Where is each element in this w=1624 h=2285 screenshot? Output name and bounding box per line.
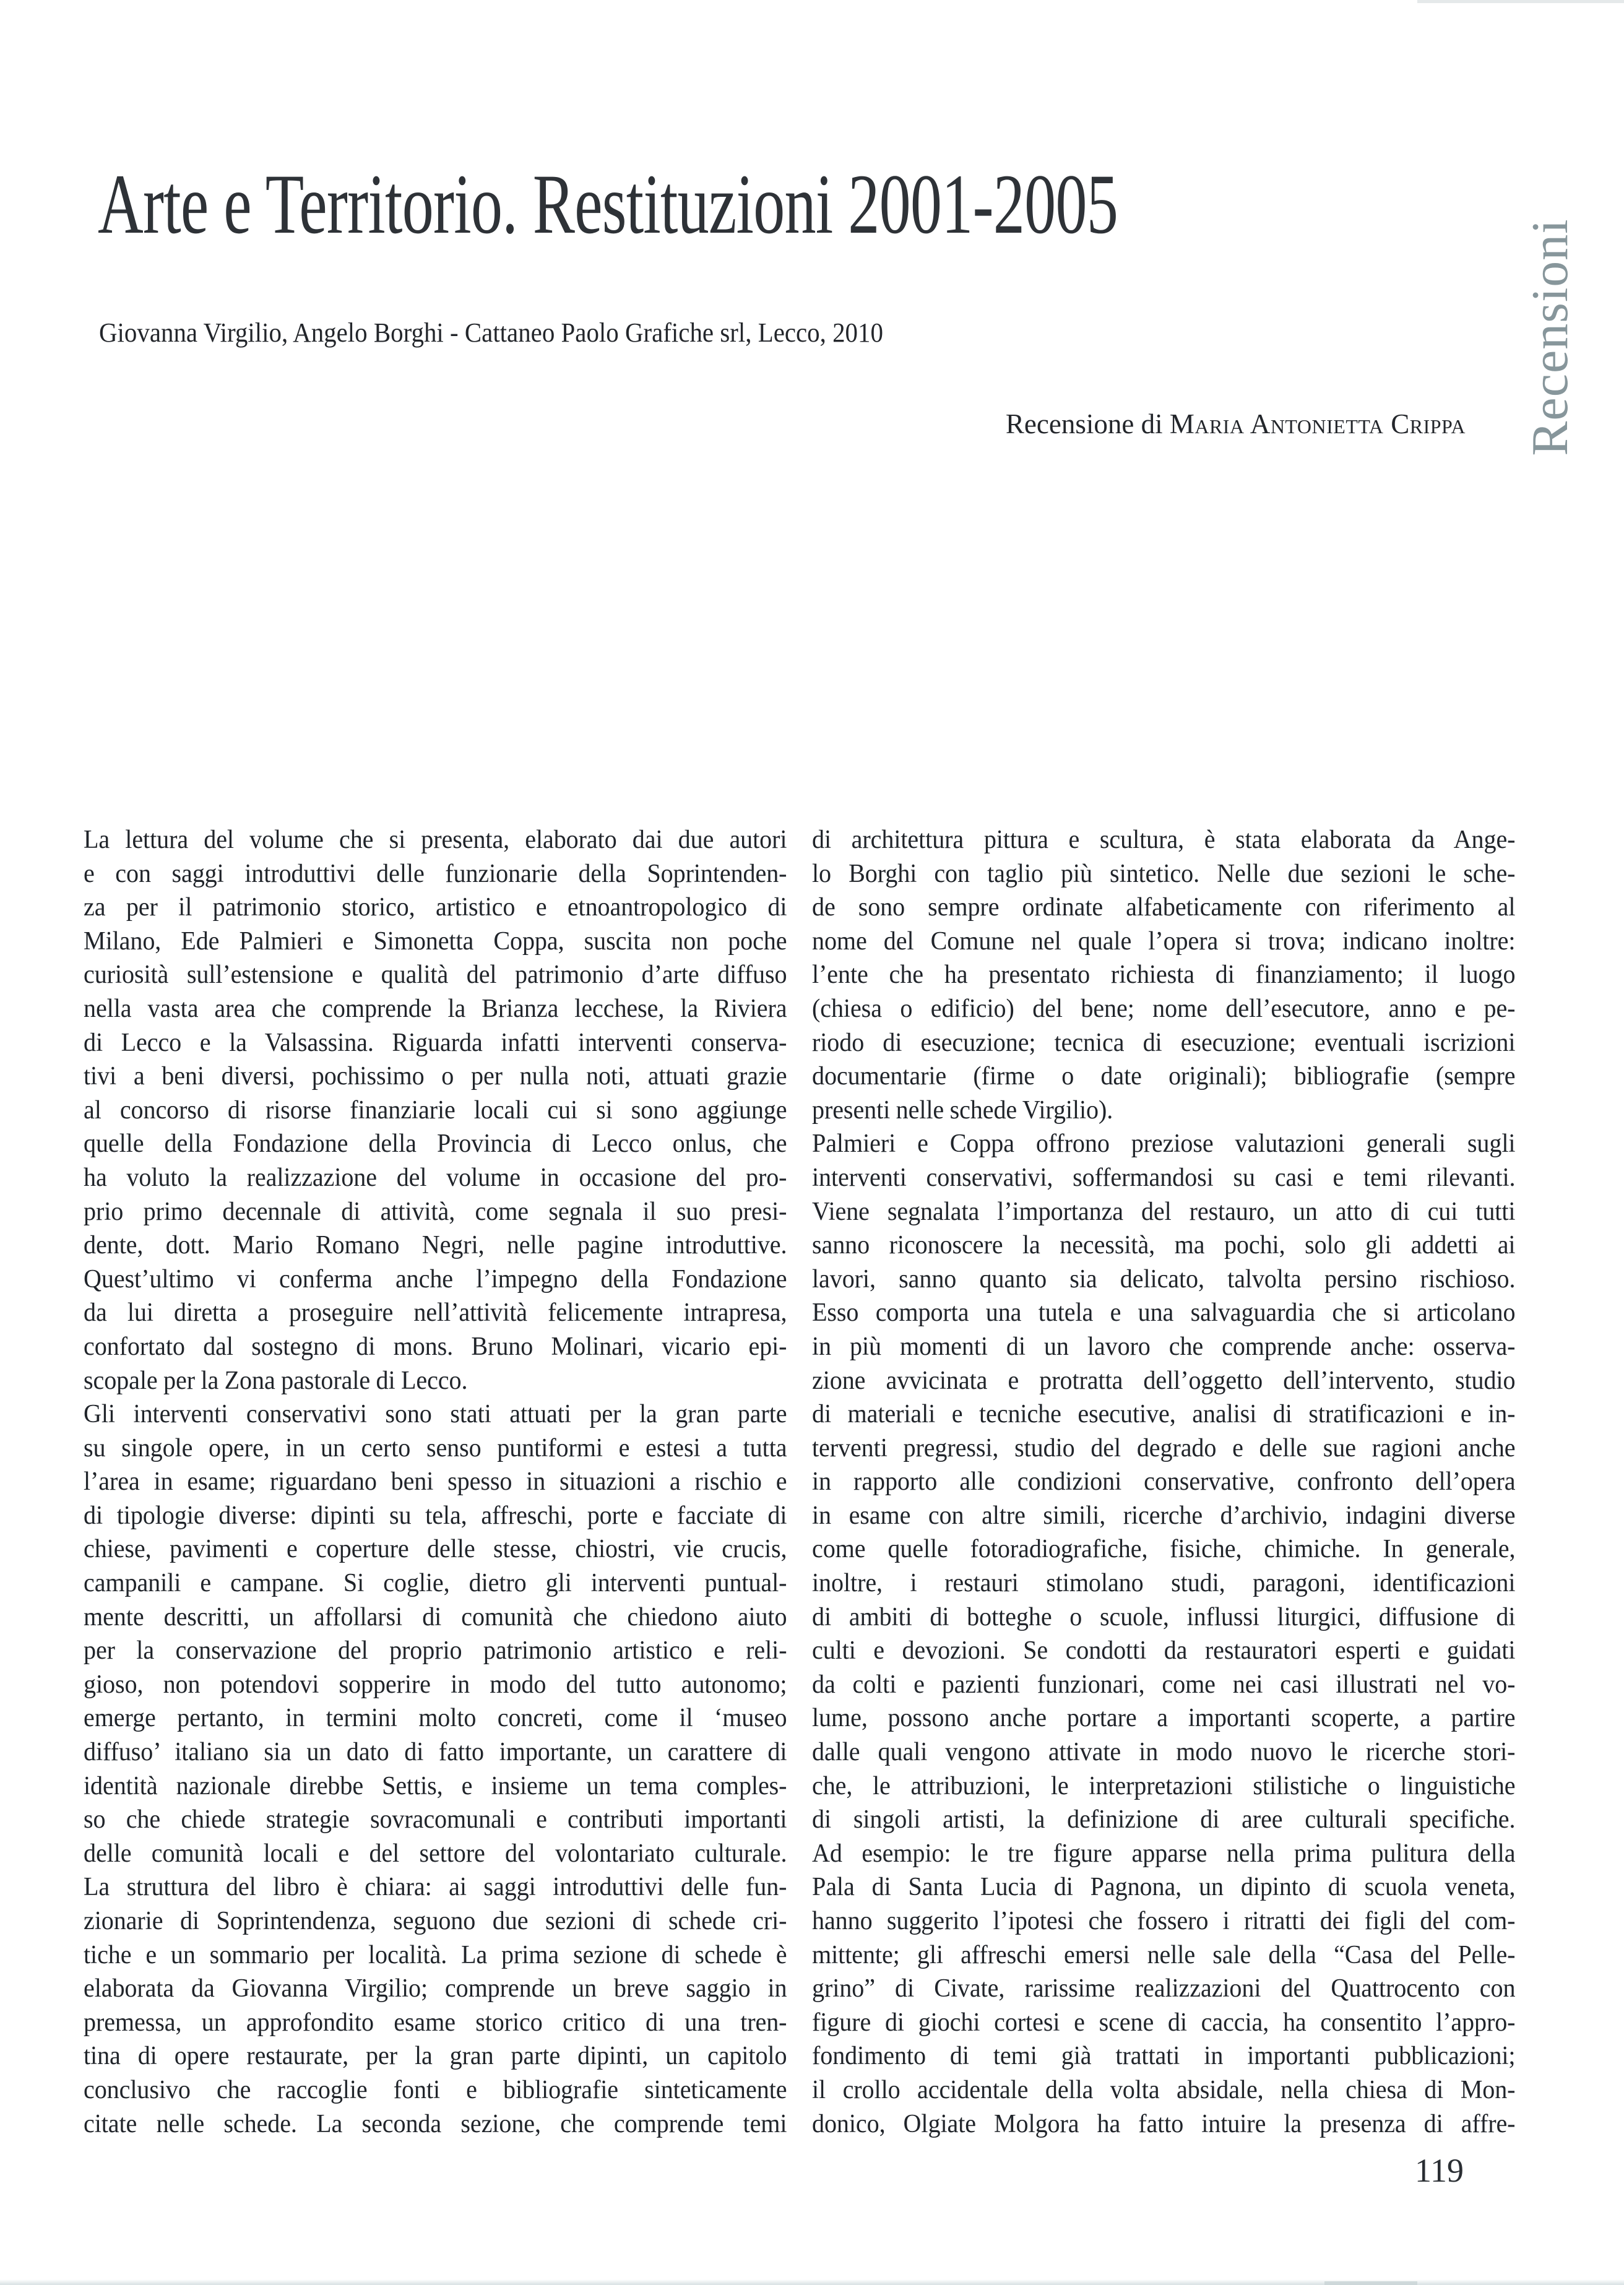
text-line: emerge pertanto, in termini molto concreti, come il ‘museo <box>84 1704 787 1733</box>
text-line: zione avvicinata e protratta dell’oggetto dell’intervento, studio <box>812 1366 1516 1395</box>
text-line: La lettura del volume che si presenta, elaborato dai due autori <box>84 826 787 854</box>
text-line: per la conservazione del proprio patrimonio artistico e reli- <box>84 1636 787 1665</box>
text-line: confortato dal sostegno di mons. Bruno Molinari, vicario epi- <box>84 1332 787 1361</box>
text-line: di ambiti di botteghe o scuole, influssi liturgici, diffusione di <box>812 1602 1516 1631</box>
text-line: di materiali e tecniche esecutive, analisi di stratificazioni e in- <box>812 1400 1516 1429</box>
text-line: zionarie di Soprintendenza, seguono due sezioni di schede cri- <box>84 1907 787 1935</box>
text-line: mente descritti, un affollarsi di comunità che chiedono aiuto <box>84 1602 787 1631</box>
text-line: de sono sempre ordinate alfabeticamente con riferimento al <box>812 893 1516 922</box>
text-line: dalle quali vengono attivate in modo nuovo le ricerche stori- <box>812 1738 1516 1767</box>
text-line: gioso, non potendovi sopperire in modo del tutto autonomo; <box>84 1670 787 1699</box>
text-line: so che chiede strategie sovracomunali e contributi importanti <box>84 1805 787 1834</box>
text-line: e con saggi introduttivi delle funzionarie della Soprintenden- <box>84 859 787 888</box>
text-line: da colti e pazienti funzionari, come nei casi illustrati nel vo- <box>812 1670 1516 1699</box>
text-line: lavori, sanno quanto sia delicato, talvolta persino rischioso. <box>812 1264 1516 1294</box>
text-line: di tipologie diverse: dipinti su tela, affreschi, porte e facciate di <box>84 1501 787 1530</box>
text-line: Viene segnalata l’importanza del restauro, un atto di cui tutti <box>812 1197 1516 1226</box>
text-line: identità nazionale direbbe Settis, e insieme un tema comples- <box>84 1771 787 1800</box>
text-line: curiosità sull’estensione e qualità del patrimonio d’arte diffuso <box>84 961 787 990</box>
text-line: prio primo decennale di attività, come segnala il suo presi- <box>84 1197 787 1226</box>
text-line: diffuso’ italiano sia un dato di fatto importante, un carattere di <box>84 1738 787 1767</box>
text-line: riodo di esecuzione; tecnica di esecuzione; eventuali iscrizioni <box>812 1028 1516 1057</box>
text-line: Milano, Ede Palmieri e Simonetta Coppa, suscita non poche <box>84 927 787 956</box>
page-title: Arte e Territorio. Restituzioni 2001-2005 <box>98 157 1118 251</box>
review-credit-prefix: Recensione di <box>1005 408 1170 439</box>
text-line: interventi conservativi, soffermandosi su casi e temi rilevanti. <box>812 1163 1516 1192</box>
page-number: 119 <box>1415 2152 1464 2189</box>
text-line: Esso comporta una tutela e una salvaguardia che si articolano <box>812 1298 1516 1328</box>
text-line: su singole opere, in un certo senso puntiformi e estesi a tutta <box>84 1433 787 1462</box>
text-line: quelle della Fondazione della Provincia di Lecco onlus, che <box>84 1130 787 1159</box>
reviewer-name: Maria Antonietta Crippa <box>1169 408 1466 439</box>
text-line: chiese, pavimenti e coperture delle stesse, chiostri, vie crucis, <box>84 1535 787 1564</box>
text-line: mittente; gli affreschi emersi nelle sale della “Casa del Pelle- <box>812 1940 1516 1969</box>
text-line: lume, possono anche portare a importanti scoperte, a partire <box>812 1704 1516 1733</box>
text-line: da lui diretta a proseguire nell’attività felicemente intrapresa, <box>84 1298 787 1328</box>
text-line: sanno riconoscere la necessità, ma pochi, solo gli addetti ai <box>812 1231 1516 1260</box>
text-line: citate nelle schede. La seconda sezione, che comprende temi <box>84 2109 787 2138</box>
text-line: tivi a beni diversi, pochissimo o per nulla noti, attuati grazie <box>84 1062 787 1091</box>
text-line: il crollo accidentale della volta absidale, nella chiesa di Mon- <box>812 2075 1516 2104</box>
text-line: come quelle fotoradiografiche, fisiche, chimiche. In generale, <box>812 1535 1516 1564</box>
text-line: che, le attribuzioni, le interpretazioni stilistiche o linguistiche <box>812 1771 1516 1800</box>
review-credit <box>1006 407 1466 441</box>
text-line: Gli interventi conservativi sono stati attuati per la gran parte <box>84 1400 787 1429</box>
text-line: in rapporto alle condizioni conservative, confronto dell’opera <box>812 1467 1516 1497</box>
text-line: hanno suggerito l’ipotesi che fossero i ritratti dei figli del com- <box>812 1907 1516 1935</box>
text-line: dente, dott. Mario Romano Negri, nelle pagine introduttive. <box>84 1231 787 1260</box>
text-line: culti e devozioni. Se condotti da restauratori esperti e guidati <box>812 1636 1516 1665</box>
text-line: ha voluto la realizzazione del volume in occasione del pro- <box>84 1163 787 1192</box>
text-line: Quest’ultimo vi conferma anche l’impegno della Fondazione <box>84 1264 787 1294</box>
text-line: premessa, un approfondito esame storico critico di una tren- <box>84 2008 787 2037</box>
text-line: inoltre, i restauri stimolano studi, paragoni, identificazioni <box>812 1569 1516 1598</box>
text-line: (chiesa o edificio) del bene; nome dell’esecutore, anno e pe- <box>812 994 1516 1023</box>
scan-artifact-top <box>1417 0 1624 3</box>
text-line: di architettura pittura e scultura, è stata elaborata da Ange- <box>812 826 1516 854</box>
text-line: figure di giochi cortesi e scene di caccia, ha consentito l’appro- <box>812 2008 1516 2037</box>
text-line: terventi pregressi, studio del degrado e delle sue ragioni anche <box>812 1433 1516 1462</box>
text-line: za per il patrimonio storico, artistico e etnoantropologico di <box>84 893 787 922</box>
text-line: di Lecco e la Valsassina. Riguarda infatti interventi conserva- <box>84 1028 787 1057</box>
text-line: delle comunità locali e del settore del volontariato culturale. <box>84 1839 787 1868</box>
text-line: scopale per la Zona pastorale di Lecco. <box>84 1366 468 1395</box>
text-line: di singoli artisti, la definizione di aree culturali specifiche. <box>812 1805 1516 1834</box>
recensioni-vertical-label: Recensioni <box>1521 218 1579 456</box>
text-line: documentarie (firme o date originali); bibliografie (sempre <box>812 1062 1516 1091</box>
text-line: l’ente che ha presentato richiesta di finanziamento; il luogo <box>812 961 1516 990</box>
text-line: donico, Olgiate Molgora ha fatto intuire la presenza di affre- <box>812 2109 1516 2138</box>
text-line: in esame con altre simili, ricerche d’archivio, indagini diverse <box>812 1501 1516 1530</box>
text-line: l’area in esame; riguardano beni spesso in situazioni a rischio e <box>84 1467 787 1497</box>
text-line: La struttura del libro è chiara: ai saggi introduttivi delle fun- <box>84 1873 787 1902</box>
text-line: in più momenti di un lavoro che comprende anche: osserva- <box>812 1332 1516 1361</box>
text-line: Pala di Santa Lucia di Pagnona, un dipinto di scuola veneta, <box>812 1873 1516 1902</box>
text-line: elaborata da Giovanna Virgilio; comprende un breve saggio in <box>84 1974 787 2003</box>
text-line: nella vasta area che comprende la Brianza lecchese, la Riviera <box>84 994 787 1023</box>
text-line: nome del Comune nel quale l’opera si trova; indicano inoltre: <box>812 927 1516 956</box>
text-line: tiche e un sommario per località. La prima sezione di schede è <box>84 1940 787 1969</box>
text-line: grino” di Civate, rarissime realizzazioni del Quattrocento con <box>812 1974 1516 2003</box>
right-column <box>812 823 1515 2141</box>
text-line: campanili e campane. Si coglie, dietro gli interventi puntual- <box>84 1569 787 1598</box>
text-line: tina di opere restaurate, per la gran parte dipinti, un capitolo <box>84 2042 787 2071</box>
text-line: al concorso di risorse finanziarie locali cui si sono aggiunge <box>84 1095 787 1125</box>
text-line: lo Borghi con taglio più sintetico. Nelle due sezioni le sche- <box>812 859 1516 888</box>
text-line: Ad esempio: le tre figure apparse nella prima pulitura della <box>812 1839 1516 1868</box>
text-line: Palmieri e Coppa offrono preziose valutazioni generali sugli <box>812 1130 1516 1159</box>
text-line: presenti nelle schede Virgilio). <box>812 1095 1113 1125</box>
byline: Giovanna Virgilio, Angelo Borghi - Cattaneo Paolo Grafiche srl, Lecco, 2010 <box>99 317 883 348</box>
text-line: fondimento di temi già trattati in importanti pubblicazioni; <box>812 2042 1516 2071</box>
scan-artifact-bottom-dark <box>1324 2281 1417 2285</box>
text-line: conclusivo che raccoglie fonti e bibliografie sinteticamente <box>84 2075 787 2104</box>
left-column <box>84 823 787 2141</box>
